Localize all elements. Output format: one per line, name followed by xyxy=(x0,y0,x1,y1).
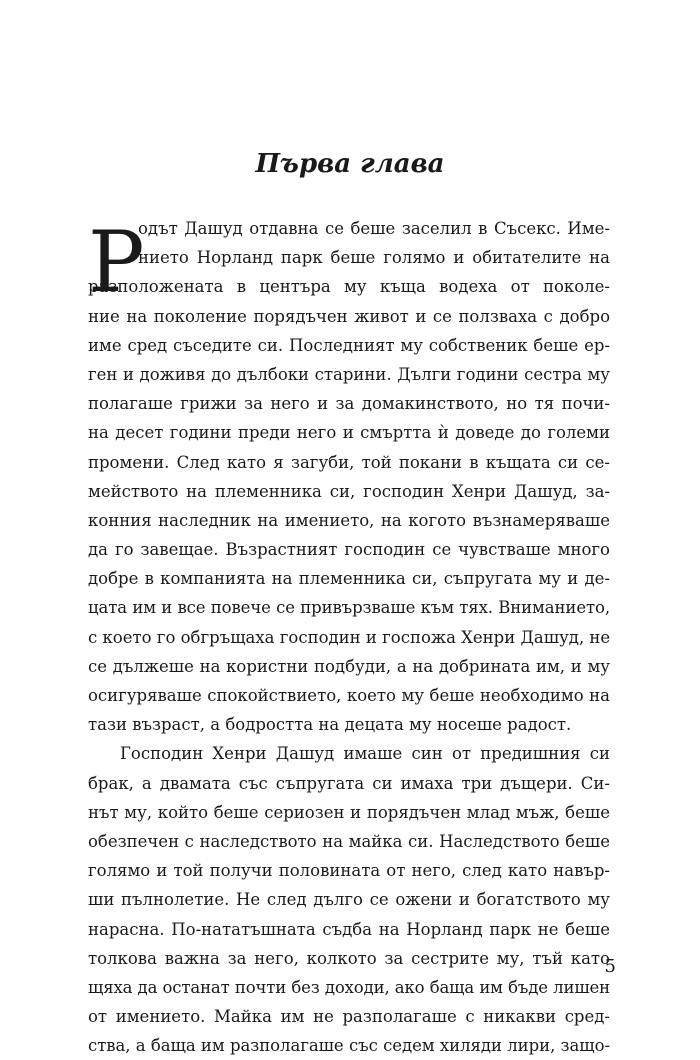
text-line: мейството на племенника си, господин Хенри Дашуд, за- xyxy=(88,481,610,501)
text-line: осигуряваше спокойствието, което му беше необходимо на xyxy=(88,686,610,705)
text-line: конния наследник на имението, на когото възнамеряваше xyxy=(88,510,610,530)
text-line: ши пълнолетие. Не след дълго се ожени и богатството му xyxy=(88,890,610,910)
text-line: име сред съседите си. Последният му собственик беше ер- xyxy=(88,335,610,355)
text-line: разположената в центъра му къща водеха от поколе- xyxy=(88,277,610,297)
text-line: толкова важна за него, колкото за сестрите му, тъй като xyxy=(88,948,610,968)
text-line: нието Норланд парк беше голямо и обитателите на xyxy=(138,248,610,268)
body-text xyxy=(88,214,610,1060)
paragraph-2 xyxy=(88,739,610,1060)
text-line: одът Дашуд отдавна се беше заселил в Съсекс. Име- xyxy=(138,219,610,238)
text-line: с което го обгръщаха господин и госпожа Хенри Дашуд, не xyxy=(88,627,611,647)
text-line: нарасна. По-нататъшната съдба на Норланд парк не беше xyxy=(88,919,610,939)
text-line: на десет години преди него и смъртта ѝ доведе до големи xyxy=(88,423,610,443)
chapter-title: Първа глава xyxy=(255,149,445,179)
text-line: нът му, който беше сериозен и порядъчен млад мъж, беше xyxy=(88,802,610,822)
text-line: добре в компанията на племенника си, съпругата му и де- xyxy=(88,569,610,589)
text-line: обезпечен с наследството на майка си. Наследството беше xyxy=(88,831,610,851)
text-line: голямо и той получи половината от него, след като навър- xyxy=(88,861,610,881)
text-line: щяха да останат почти без доходи, ако баща им бъде лишен xyxy=(88,977,610,997)
text-line: се дължеше на користни подбуди, а на добрината им, и му xyxy=(88,656,610,676)
text-line: от имението. Майка им не разполагаше с никакви сред- xyxy=(88,1007,610,1027)
text-line: Господин Хенри Дашуд имаше син от предишния си xyxy=(120,744,610,764)
text-line: полагаше грижи за него и за домакинството, но тя почи- xyxy=(88,394,610,414)
text-line: ген и доживя до дълбоки старини. Дълги години сестра му xyxy=(88,364,610,384)
page-number: 5 xyxy=(604,956,616,977)
drop-cap: Р xyxy=(88,213,145,311)
text-line: брак, а двамата със съпругата си имаха три дъщери. Си- xyxy=(88,773,610,793)
text-line: ние на поколение порядъчен живот и се ползваха с добро xyxy=(88,306,610,326)
text-line: ства, а баща им разполагаше със седем хиляди лири, защо- xyxy=(88,1036,610,1056)
text-line: тази възраст, а бодростта на децата му носеше радост. xyxy=(88,715,572,735)
text-line: цата им и все повече се привързваше към тях. Вниманието, xyxy=(88,598,610,618)
text-line: промени. След като я загуби, той покани в къщата си се- xyxy=(88,452,610,472)
paragraph-1 xyxy=(88,214,610,739)
text-line: да го завещае. Възрастният господин се чувстваше много xyxy=(88,540,610,560)
